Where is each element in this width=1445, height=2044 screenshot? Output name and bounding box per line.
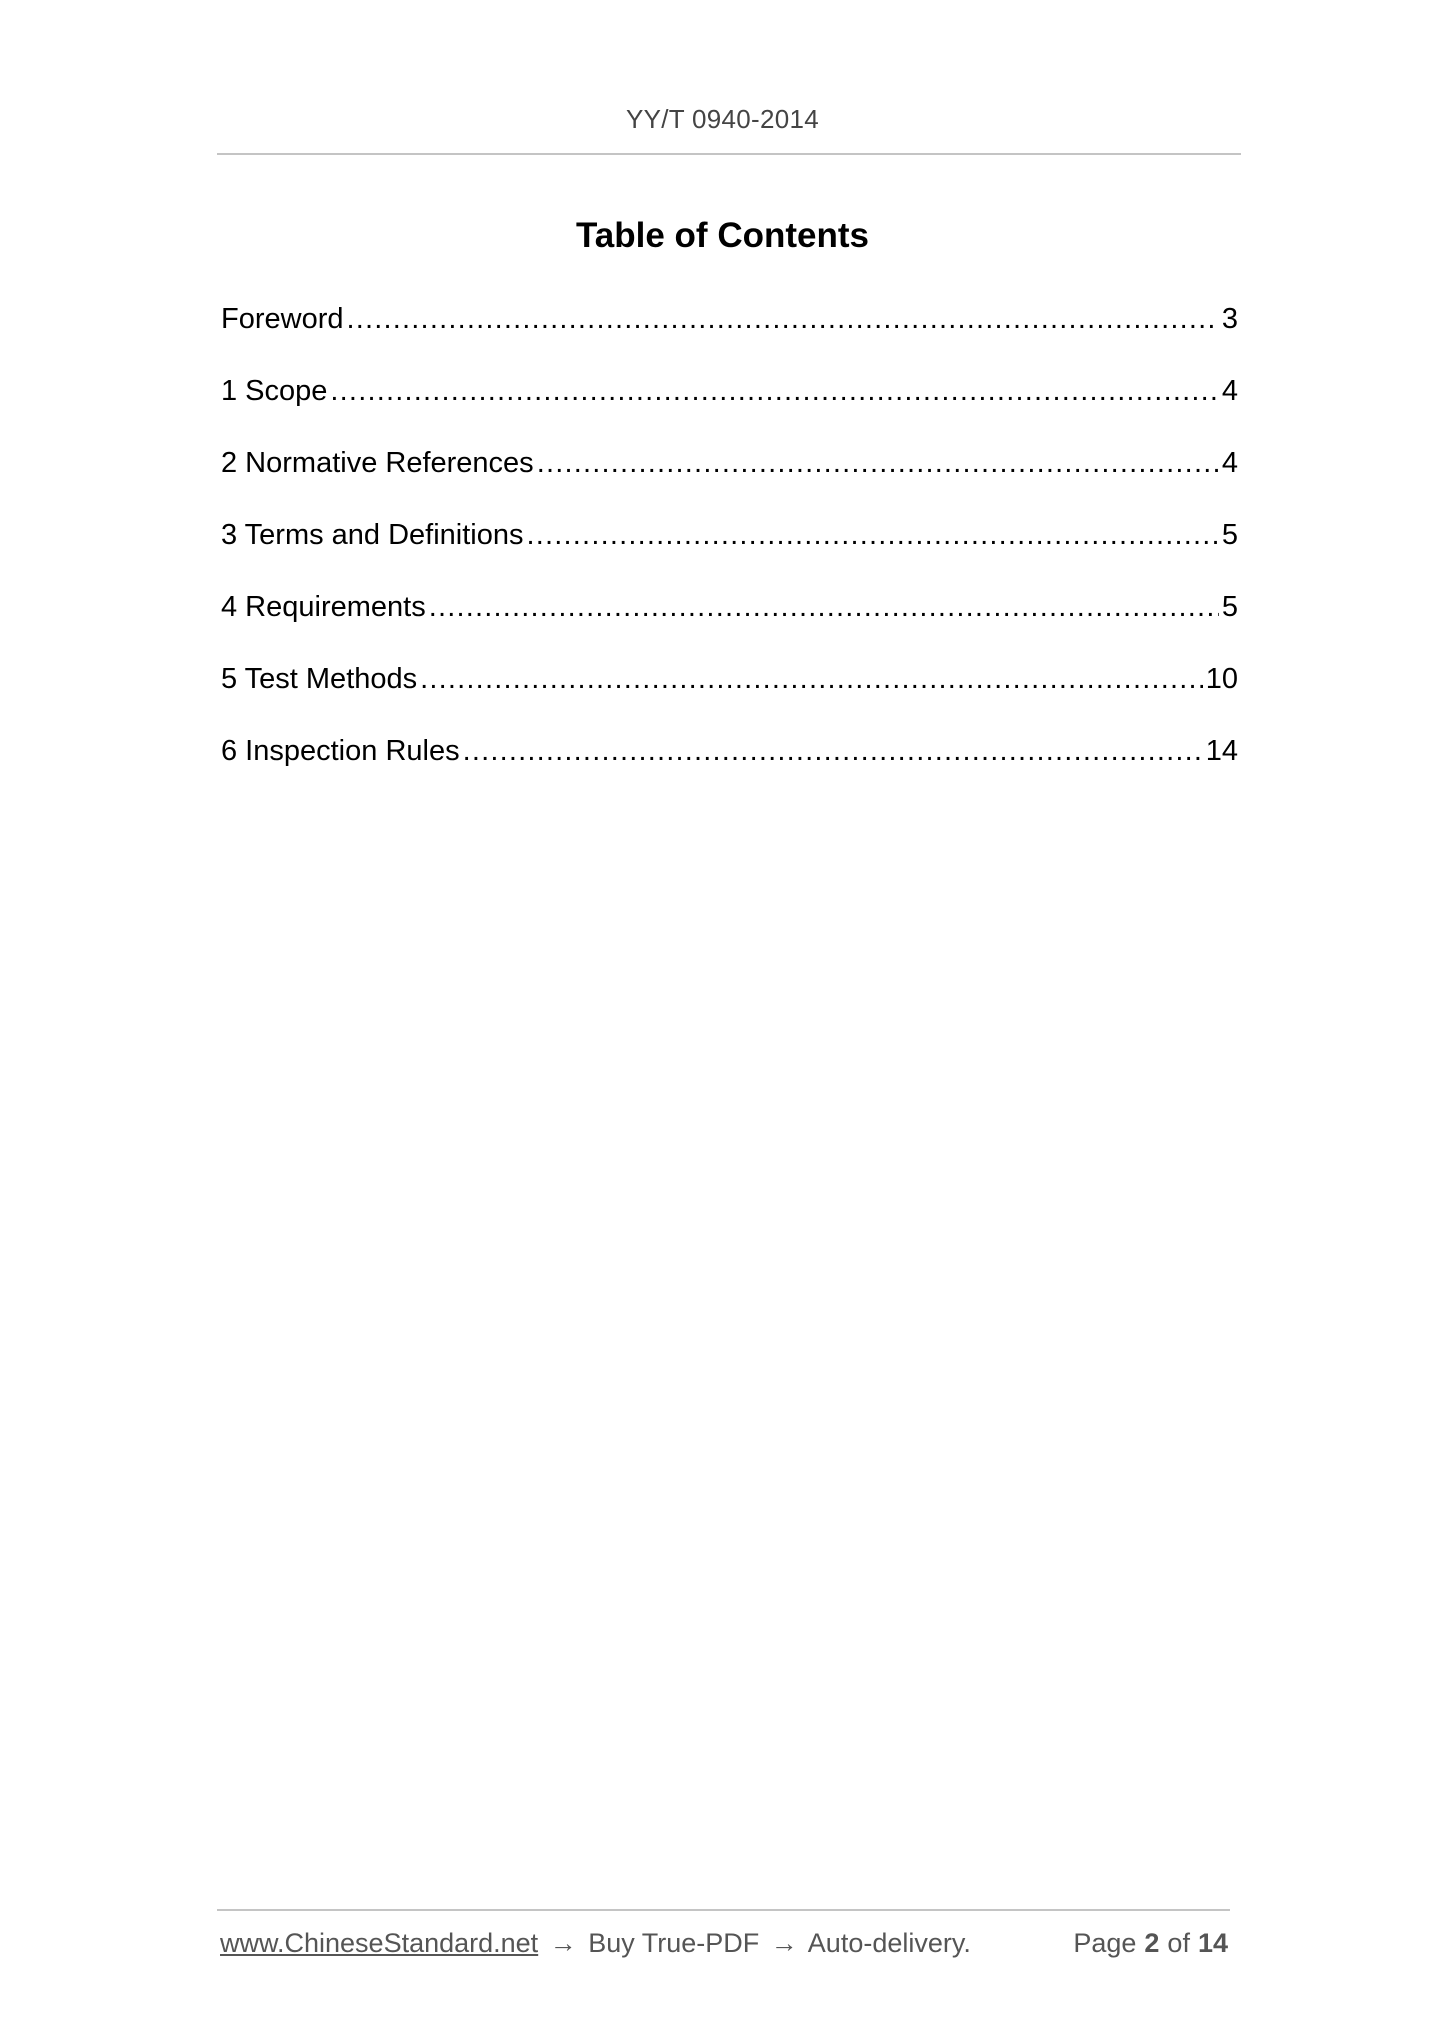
toc-page-number: 5 [1221, 519, 1238, 551]
toc-page-number: 4 [1221, 375, 1238, 407]
toc-page-number: 14 [1205, 735, 1238, 767]
toc-dot-leader [330, 371, 1218, 411]
toc-page-number: 3 [1221, 303, 1238, 335]
toc-title: Table of Contents [576, 216, 869, 255]
footer-divider [217, 1909, 1230, 1911]
toc-page-number: 4 [1221, 447, 1238, 479]
toc-entry-label: 3 Terms and Definitions [221, 519, 524, 551]
toc-dot-leader [537, 443, 1219, 483]
toc-entry-requirements[interactable] [221, 587, 1238, 659]
toc-entry-label: 6 Inspection Rules [221, 735, 460, 767]
toc-page-number: 5 [1221, 591, 1238, 623]
toc-dot-leader [463, 731, 1203, 771]
toc-entry-test-methods[interactable] [221, 659, 1238, 731]
toc-entry-label: 1 Scope [221, 375, 328, 407]
toc-entry-scope[interactable] [221, 371, 1238, 443]
page-footer [220, 1928, 1230, 1959]
page-indicator [1073, 1928, 1230, 1959]
toc-dot-leader [420, 659, 1203, 699]
right-arrow-icon: → [549, 1928, 577, 1958]
of-label: of [1167, 1928, 1190, 1958]
toc-entry-label: 2 Normative References [221, 447, 534, 479]
toc-entry-label: 5 Test Methods [221, 663, 418, 695]
website-link[interactable]: www.ChineseStandard.net [220, 1928, 539, 1958]
toc-entry-label: 4 Requirements [221, 591, 426, 623]
toc-dot-leader [429, 587, 1219, 627]
toc-page-number: 10 [1205, 663, 1238, 695]
header-divider [217, 153, 1241, 155]
right-arrow-icon: → [770, 1928, 798, 1958]
footer-step-buy: Buy True-PDF [588, 1928, 760, 1958]
toc-dot-leader [527, 515, 1219, 555]
toc-entry-label: Foreword [221, 303, 344, 335]
toc-dot-leader [347, 299, 1219, 339]
document-id-header: YY/T 0940-2014 [625, 104, 820, 134]
current-page-number: 2 [1144, 1928, 1160, 1958]
toc-entry-foreword[interactable] [221, 299, 1238, 371]
toc-list [221, 299, 1238, 803]
total-pages-number: 14 [1197, 1928, 1228, 1958]
page-label: Page [1073, 1928, 1137, 1958]
footer-step-delivery: Auto-delivery. [807, 1928, 971, 1958]
footer-promo [220, 1928, 971, 1959]
toc-entry-normative-references[interactable] [221, 443, 1238, 515]
toc-entry-terms-and-definitions[interactable] [221, 515, 1238, 587]
toc-entry-inspection-rules[interactable] [221, 731, 1238, 803]
